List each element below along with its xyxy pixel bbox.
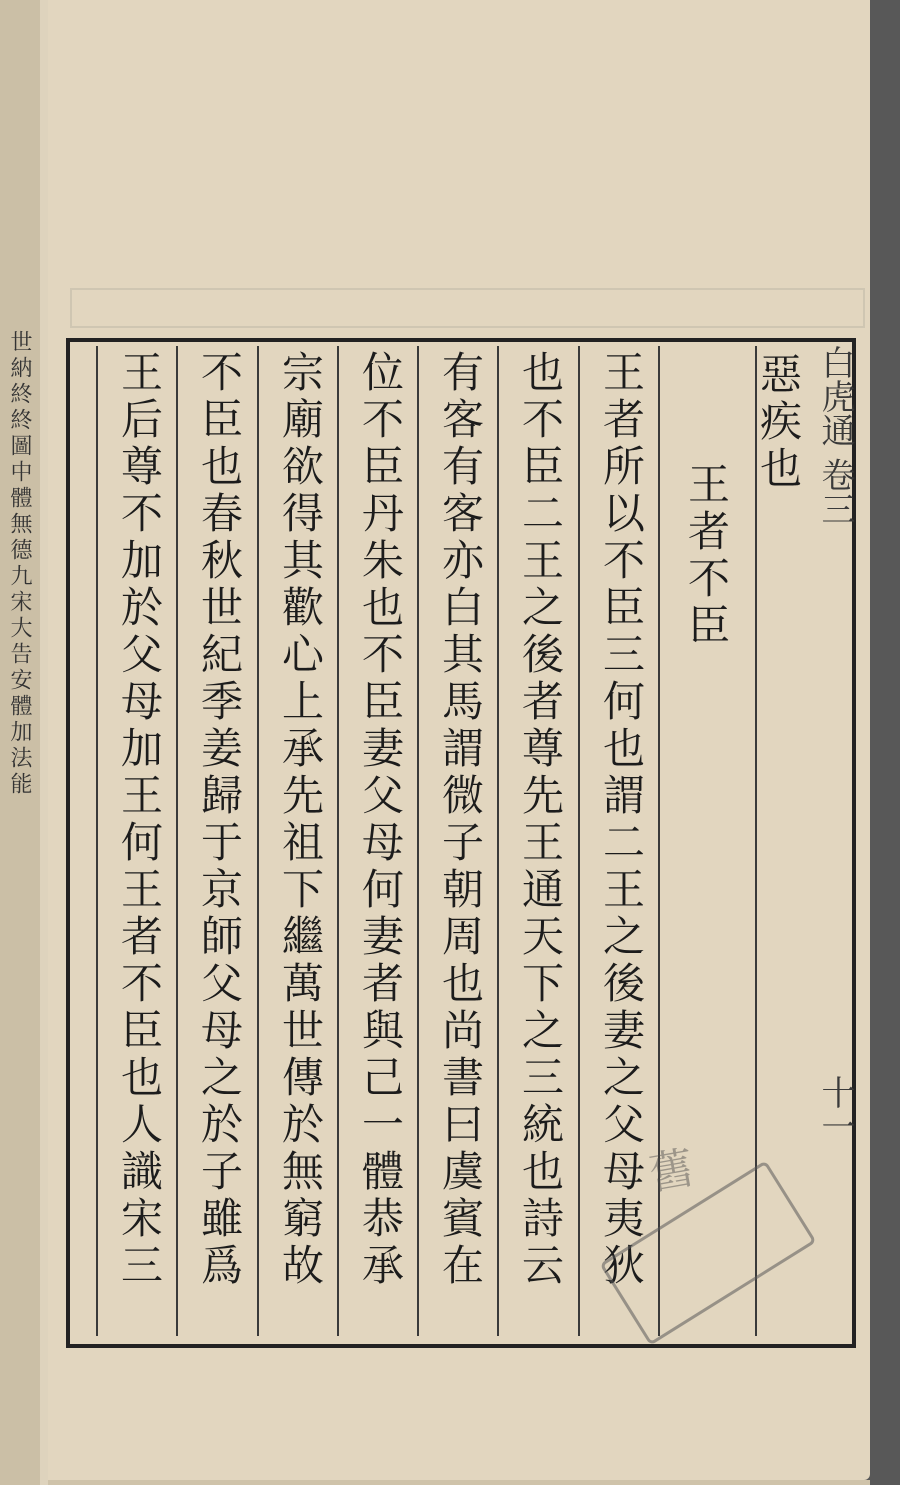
text-column: 有客有客亦白其馬謂微子朝周也尚書曰虞賓在 — [436, 350, 485, 1290]
previous-page-text: 世納終終圖中體無德九宋大告安體加法能 — [7, 330, 32, 798]
column-rule — [497, 346, 499, 1336]
column-rule — [417, 346, 419, 1336]
text-column: 宗廟欲得其歡心上承先祖下繼萬世傳於無窮故 — [276, 350, 325, 1290]
column-rule — [176, 346, 178, 1336]
column-rule — [257, 346, 259, 1336]
text-column: 位不臣丹朱也不臣妻父母何妻者與己一體恭承 — [356, 350, 405, 1290]
column-rule — [96, 346, 98, 1336]
text-column: 不臣也春秋世紀季姜歸于京師父母之於子雖爲 — [195, 350, 244, 1290]
text-column: 也不臣二王之後者尊先王通天下之三統也詩云 — [516, 350, 565, 1290]
text-column: 王后尊不加於父母加王何王者不臣也人識宋三 — [115, 350, 164, 1290]
show-through-frame — [70, 288, 865, 328]
text-column: 惡疾也 — [754, 352, 803, 493]
stamp-character: 舊 — [645, 1142, 698, 1201]
margin-book-title: 白虎通 卷三 — [815, 345, 855, 526]
previous-page-edge — [0, 0, 42, 1485]
column-rule — [578, 346, 580, 1336]
text-column-heading: 王者不臣 — [682, 462, 731, 650]
column-rule — [337, 346, 339, 1336]
binding-gutter — [40, 0, 48, 1485]
page-bottom-edge — [48, 1480, 870, 1485]
text-column: 王者所以不臣三何也謂二王之後妻之父母夷狄 — [597, 350, 646, 1290]
margin-folio-number: 十一 — [815, 1075, 855, 1143]
